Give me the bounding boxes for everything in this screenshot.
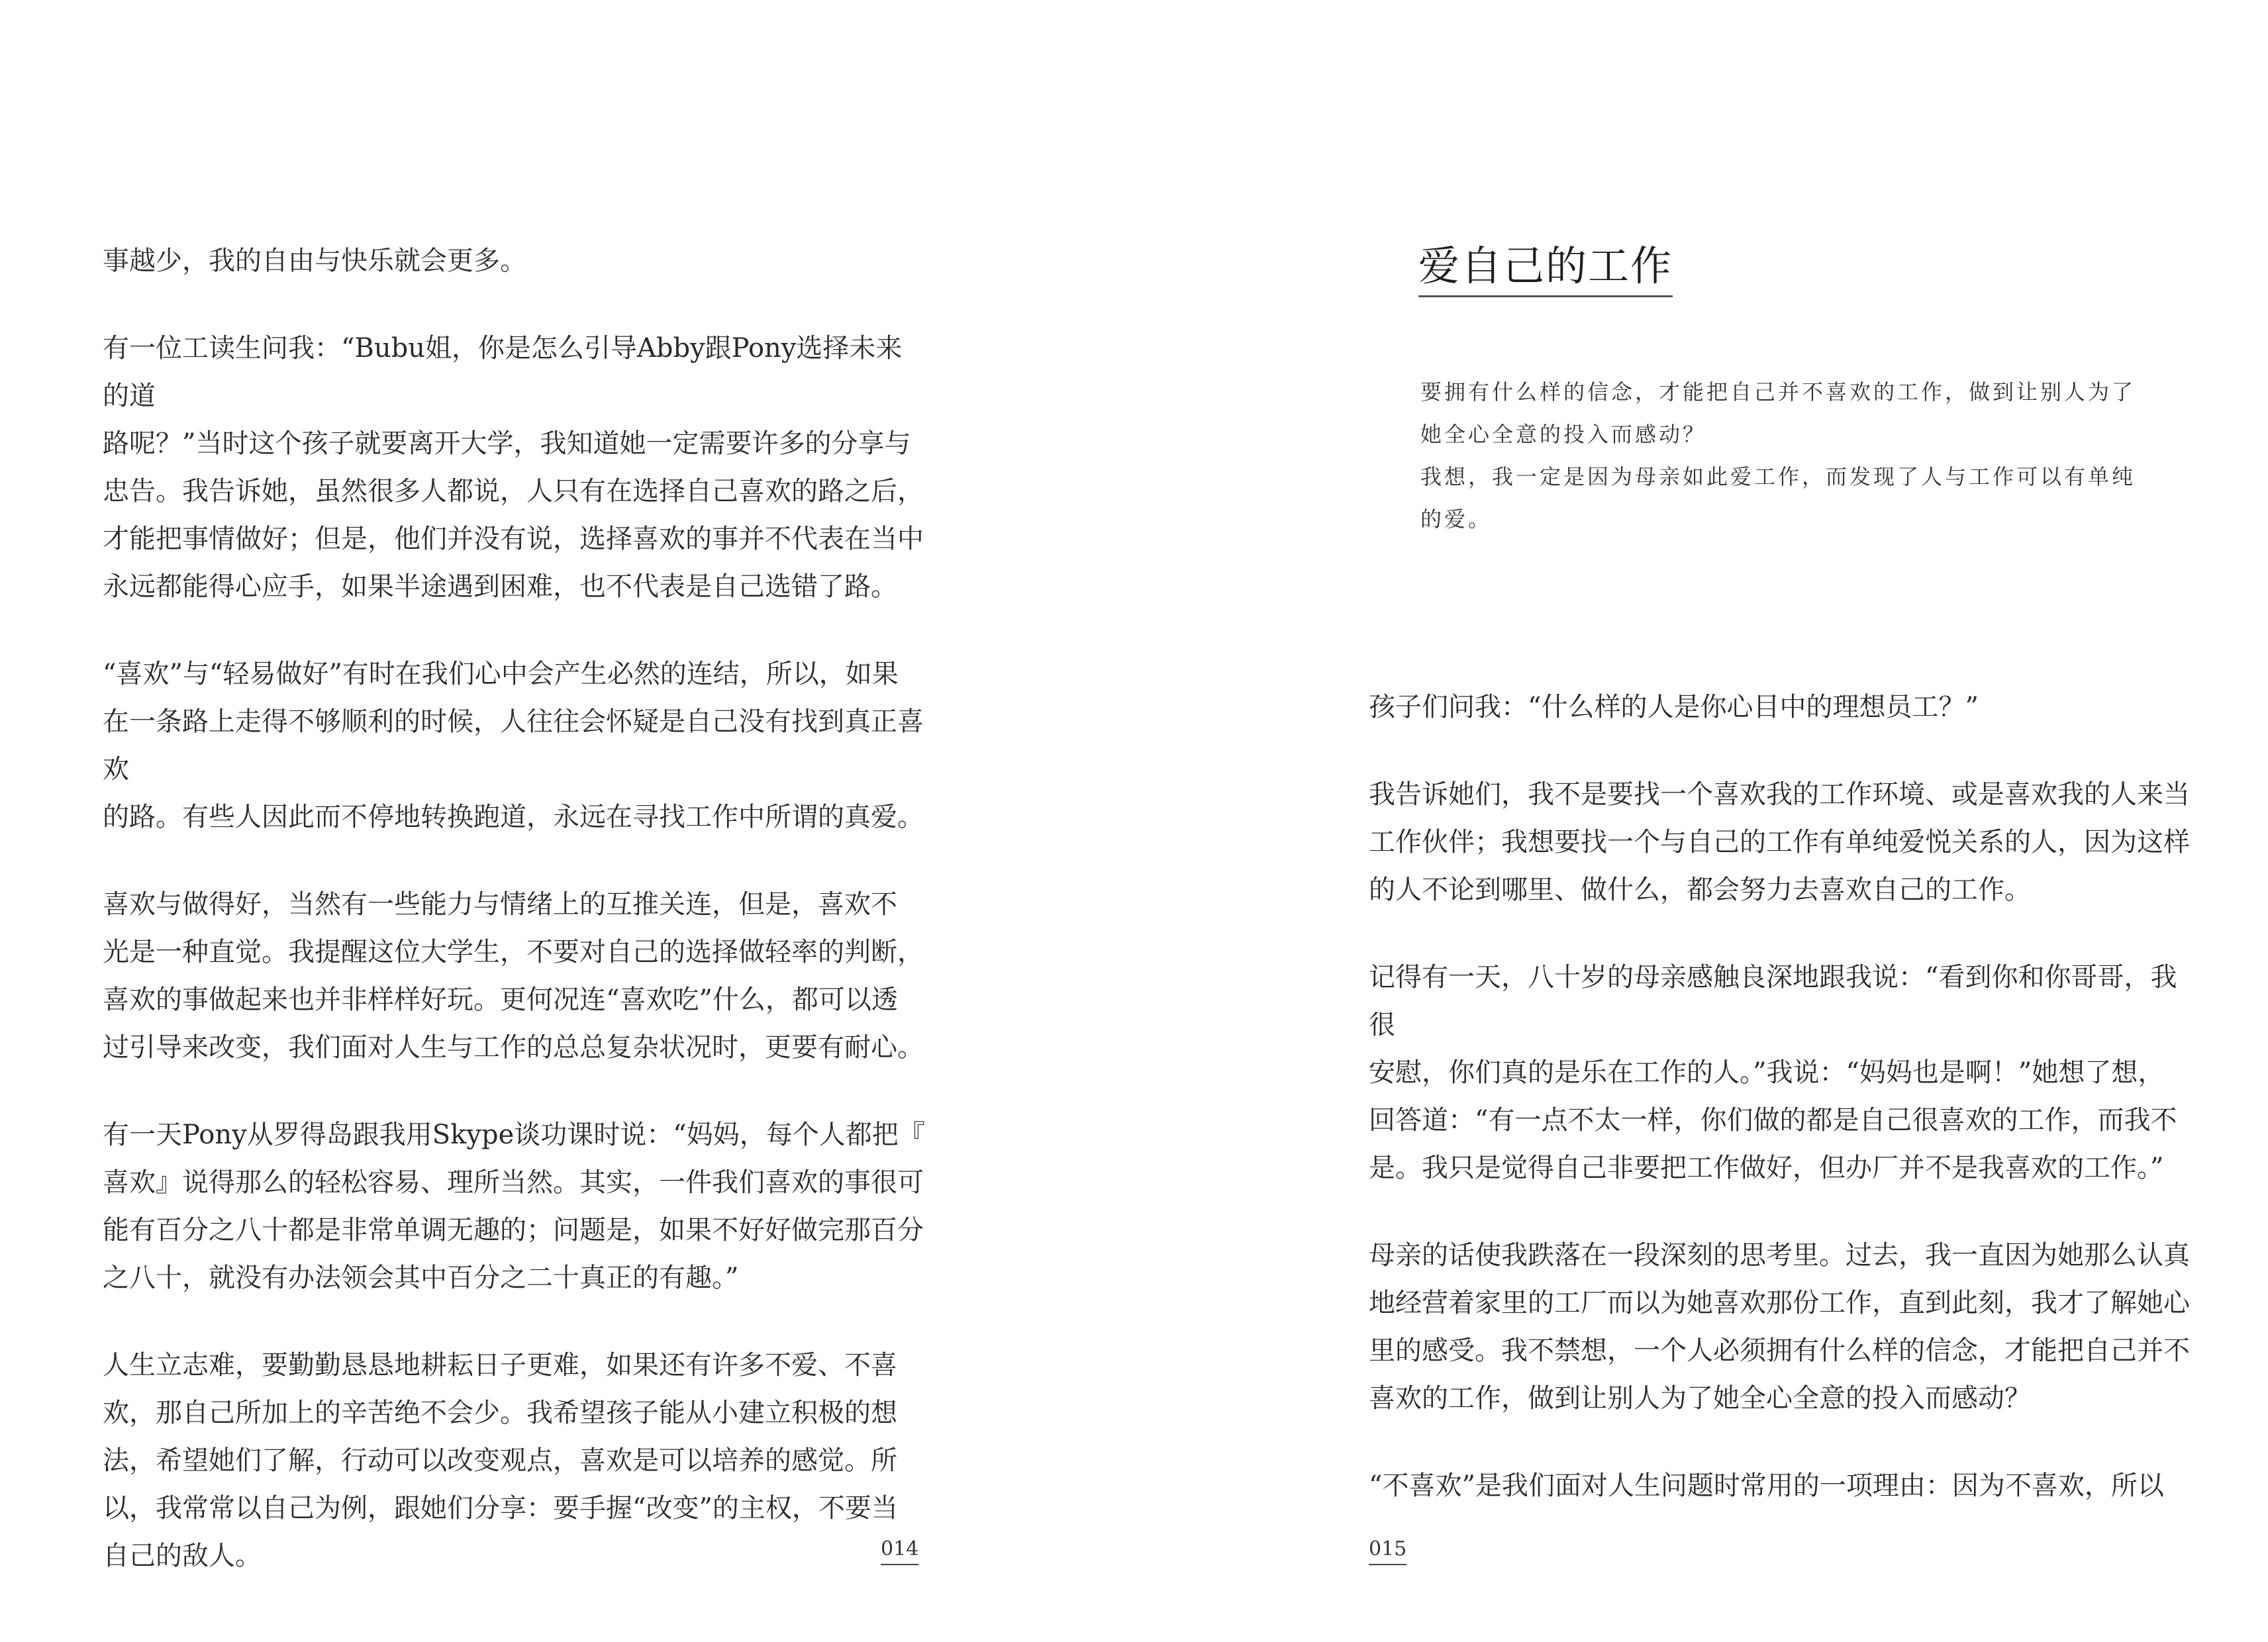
paragraph: “不喜欢”是我们面对人生问题时常用的一项理由：因为不喜欢，所以 xyxy=(1369,1471,2164,1501)
left-page-body xyxy=(103,237,927,1580)
paragraph: 孩子们问我：“什么样的人是你心目中的理想员工？” xyxy=(1369,692,1979,722)
paragraph: 事越少，我的自由与快乐就会更多。 xyxy=(103,246,526,276)
paragraph: 有一天Pony从罗得岛跟我用Skype谈功课时说：“妈妈，每个人都把『 喜欢』说得那么的轻松容易、理所当然。其实，一件我们喜欢的事很可 能有百分之八十都是非常单调无趣的；问题是，如果不好好做完那百分 之八十，就没有办法领会其中百分之二十真正的有趣。” xyxy=(103,1120,925,1293)
paragraph: 我告诉她们，我不是要找一个喜欢我的工作环境、或是喜欢我的人来当 工作伙伴；我想要找一个与自己的工作有单纯爱悦关系的人，因为这样 的人不论到哪里、做什么，都会努力去喜欢自己的工作。 xyxy=(1369,779,2190,905)
chapter-title: 爱自己的工作 xyxy=(1418,240,1673,297)
paragraph: “喜欢”与“轻易做好”有时在我们心中会产生必然的连结，所以，如果 在一条路上走得不够顺利的时候，人往往会怀疑是自己没有找到真正喜欢 的路。有些人因此而不停地转换跑道，永远在寻找工作中所谓的真爱。 xyxy=(103,659,924,832)
paragraph: 母亲的话使我跌落在一段深刻的思考里。过去，我一直因为她那么认真 地经营着家里的工厂而以为她喜欢那份工作，直到此刻，我才了解她心 里的感受。我不禁想，一个人必须拥有什么样的信念，才能把自己并不 喜欢的工作，做到让别人为了她全心全意的投入而感动？ xyxy=(1369,1240,2190,1414)
right-page-body xyxy=(1369,683,2193,1510)
paragraph: 人生立志难，要勤勤恳恳地耕耘日子更难，如果还有许多不爱、不喜 欢，那自己所加上的辛苦绝不会少。我希望孩子能从小建立积极的想 法，希望她们了解，行动可以改变观点，喜欢是可以培养的感觉。所 以，我常常以自己为例，跟她们分享：要手握“改变”的主权，不要当 自己的敌人。 xyxy=(103,1350,898,1571)
paragraph: 记得有一天，八十岁的母亲感触良深地跟我说：“看到你和你哥哥，我很 安慰，你们真的是乐在工作的人。”我说：“妈妈也是啊！”她想了想， 回答道：“有一点不太一样，你们做的都是自己很喜欢的工作，而我不 是。我只是觉得自己非要把工作做好，但办厂并不是我喜欢的工作。” xyxy=(1369,962,2177,1183)
right-page xyxy=(1134,0,2268,1642)
epigraph-line: 我想，我一定是因为母亲如此爱工作，而发现了人与工作可以有单纯 的爱。 xyxy=(1420,464,2136,532)
epigraph-line: 要拥有什么样的信念，才能把自己并不喜欢的工作，做到让别人为了 她全心全意的投入而感动？ xyxy=(1420,379,2136,447)
paragraph: 喜欢与做得好，当然有一些能力与情绪上的互推关连，但是，喜欢不 光是一种直觉。我提醒这位大学生，不要对自己的选择做轻率的判断， 喜欢的事做起来也并非样样好玩。更何况连“喜欢吃”什么，都可以透 过引导来改变，我们面对人生与工作的总总复杂状况时，更要有耐心。 xyxy=(103,889,924,1063)
page-number: 014 xyxy=(881,1536,918,1565)
page-number: 015 xyxy=(1369,1536,1406,1565)
chapter-epigraph xyxy=(1420,371,2202,540)
paragraph: 有一位工读生问我：“Bubu姐，你是怎么引导Abby跟Pony选择未来的道 路呢？”当时这个孩子就要离开大学，我知道她一定需要许多的分享与 忠告。我告诉她，虽然很多人都说，人只有在选择自己喜欢的路之后， 才能把事情做好；但是，他们并没有说，选择喜欢的事并不代表在当中 永远都能得心应手，如果半途遇到困难，也不代表是自己选错了路。 xyxy=(103,333,924,602)
